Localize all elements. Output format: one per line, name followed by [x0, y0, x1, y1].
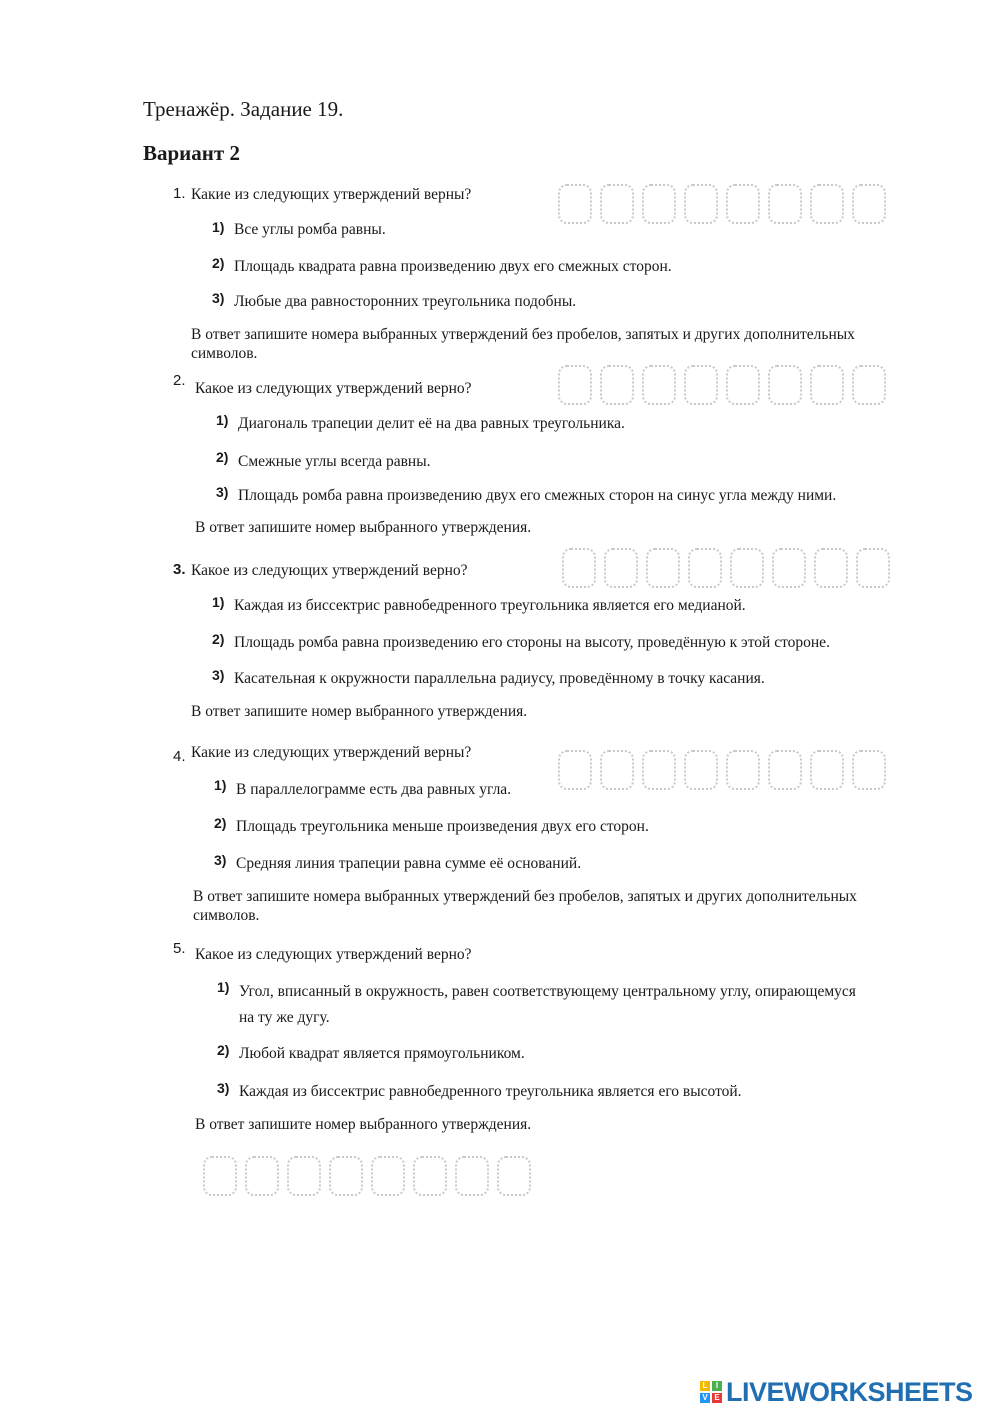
answer-box[interactable]: [642, 750, 676, 790]
answer-box[interactable]: [726, 750, 760, 790]
option-text: Диагональ трапеции делит её на два равных треугольника.: [238, 415, 625, 432]
answer-box[interactable]: [810, 184, 844, 224]
option-number: 1): [216, 412, 229, 428]
answer-box[interactable]: [413, 1156, 447, 1196]
answer-box[interactable]: [558, 184, 592, 224]
answer-box[interactable]: [726, 365, 760, 405]
logo-letter: V: [700, 1393, 710, 1403]
option-number: 3): [214, 852, 227, 868]
worksheet-title: Тренажёр. Задание 19.: [143, 97, 344, 121]
answer-box[interactable]: [600, 365, 634, 405]
option-number: 1): [212, 219, 225, 235]
answer-instruction: В ответ запишите номер выбранного утверждения.: [195, 1116, 532, 1133]
question-number: 5.: [173, 940, 186, 957]
option-text: Средняя линия трапеции равна сумме её оснований.: [236, 855, 582, 872]
liveworksheets-logo: [700, 1377, 973, 1407]
answer-box[interactable]: [287, 1156, 321, 1196]
answer-box[interactable]: [684, 365, 718, 405]
option-number: 2): [217, 1042, 230, 1058]
question-number: 4.: [173, 748, 186, 765]
option-text: В параллелограмме есть два равных угла.: [236, 781, 512, 798]
answer-box[interactable]: [726, 184, 760, 224]
logo-text: LIVEWORKSHEETS: [726, 1376, 973, 1407]
question-text: Какое из следующих утверждений верно?: [195, 380, 472, 397]
answer-boxes[interactable]: [558, 184, 886, 224]
answer-instruction: В ответ запишите номер выбранного утверждения.: [195, 519, 532, 536]
question-text: Какое из следующих утверждений верно?: [195, 946, 472, 963]
option-text: Любые два равносторонних треугольника подобны.: [234, 293, 577, 310]
option-text: Площадь квадрата равна произведению двух его смежных сторон.: [234, 258, 672, 275]
option-text: Каждая из биссектрис равнобедренного треугольника является его высотой.: [239, 1083, 742, 1100]
option-number: 2): [214, 815, 227, 831]
option-number: 1): [214, 777, 227, 793]
answer-box[interactable]: [688, 548, 722, 588]
option-number: 3): [216, 484, 229, 500]
answer-box[interactable]: [245, 1156, 279, 1196]
answer-box[interactable]: [642, 365, 676, 405]
answer-box[interactable]: [203, 1156, 237, 1196]
answer-instruction: В ответ запишите номер выбранного утверждения.: [191, 703, 528, 720]
answer-boxes[interactable]: [203, 1156, 531, 1196]
answer-box[interactable]: [852, 365, 886, 405]
option-text: Площадь ромба равна произведению его стороны на высоту, проведённую к этой стороне.: [234, 634, 830, 651]
option-number: 3): [212, 667, 225, 683]
option-text-cont: на ту же дугу.: [239, 1009, 330, 1026]
answer-box[interactable]: [856, 548, 890, 588]
answer-box[interactable]: [600, 184, 634, 224]
option-text: Площадь ромба равна произведению двух его смежных сторон на синус угла между ними.: [238, 487, 837, 504]
option-text: Все углы ромба равны.: [234, 221, 386, 238]
option-text: Смежные углы всегда равны.: [238, 453, 431, 470]
answer-instruction-cont: символов.: [193, 907, 260, 924]
question-number: 2.: [173, 372, 186, 389]
answer-box[interactable]: [810, 365, 844, 405]
option-text: Площадь треугольника меньше произведения двух его сторон.: [236, 818, 649, 835]
answer-box[interactable]: [814, 548, 848, 588]
question-number: 1.: [173, 185, 186, 202]
option-text: Каждая из биссектрис равнобедренного треугольника является его медианой.: [234, 597, 746, 614]
question-text: Какое из следующих утверждений верно?: [191, 562, 468, 579]
logo-squares-icon: [700, 1381, 722, 1403]
answer-box[interactable]: [772, 548, 806, 588]
answer-box[interactable]: [768, 184, 802, 224]
logo-letter: I: [712, 1381, 722, 1391]
answer-box[interactable]: [852, 184, 886, 224]
answer-box[interactable]: [600, 750, 634, 790]
option-text: Касательная к окружности параллельна радиусу, проведённому в точку касания.: [234, 670, 765, 687]
answer-box[interactable]: [852, 750, 886, 790]
option-number: 2): [216, 449, 229, 465]
answer-box[interactable]: [730, 548, 764, 588]
option-number: 1): [217, 979, 230, 995]
answer-box[interactable]: [646, 548, 680, 588]
option-text: Любой квадрат является прямоугольником.: [239, 1045, 525, 1062]
logo-letter: E: [712, 1393, 722, 1403]
answer-box[interactable]: [558, 750, 592, 790]
answer-box[interactable]: [329, 1156, 363, 1196]
logo-letter: L: [700, 1381, 710, 1391]
answer-instruction: В ответ запишите номера выбранных утверждений без пробелов, запятых и других дополнительных: [193, 888, 857, 905]
answer-box[interactable]: [371, 1156, 405, 1196]
answer-box[interactable]: [684, 184, 718, 224]
answer-boxes[interactable]: [558, 750, 886, 790]
variant-heading: Вариант 2: [143, 141, 240, 165]
option-number: 1): [212, 594, 225, 610]
option-number: 3): [217, 1080, 230, 1096]
option-text: Угол, вписанный в окружность, равен соответствующему центральному углу, опирающемуся: [239, 983, 856, 1000]
question-number: 3.: [173, 561, 186, 578]
answer-box[interactable]: [497, 1156, 531, 1196]
answer-instruction: В ответ запишите номера выбранных утверждений без пробелов, запятых и других дополнительных: [191, 326, 855, 343]
option-number: 3): [212, 290, 225, 306]
answer-box[interactable]: [455, 1156, 489, 1196]
answer-box[interactable]: [562, 548, 596, 588]
answer-box[interactable]: [768, 365, 802, 405]
answer-box[interactable]: [604, 548, 638, 588]
question-text: Какие из следующих утверждений верны?: [191, 186, 472, 203]
answer-box[interactable]: [684, 750, 718, 790]
question-text: Какие из следующих утверждений верны?: [191, 744, 472, 761]
answer-box[interactable]: [558, 365, 592, 405]
option-number: 2): [212, 631, 225, 647]
answer-boxes[interactable]: [558, 365, 886, 405]
answer-boxes[interactable]: [562, 548, 890, 588]
answer-box[interactable]: [810, 750, 844, 790]
option-number: 2): [212, 255, 225, 271]
answer-box[interactable]: [642, 184, 676, 224]
answer-instruction-cont: символов.: [191, 345, 258, 362]
answer-box[interactable]: [768, 750, 802, 790]
